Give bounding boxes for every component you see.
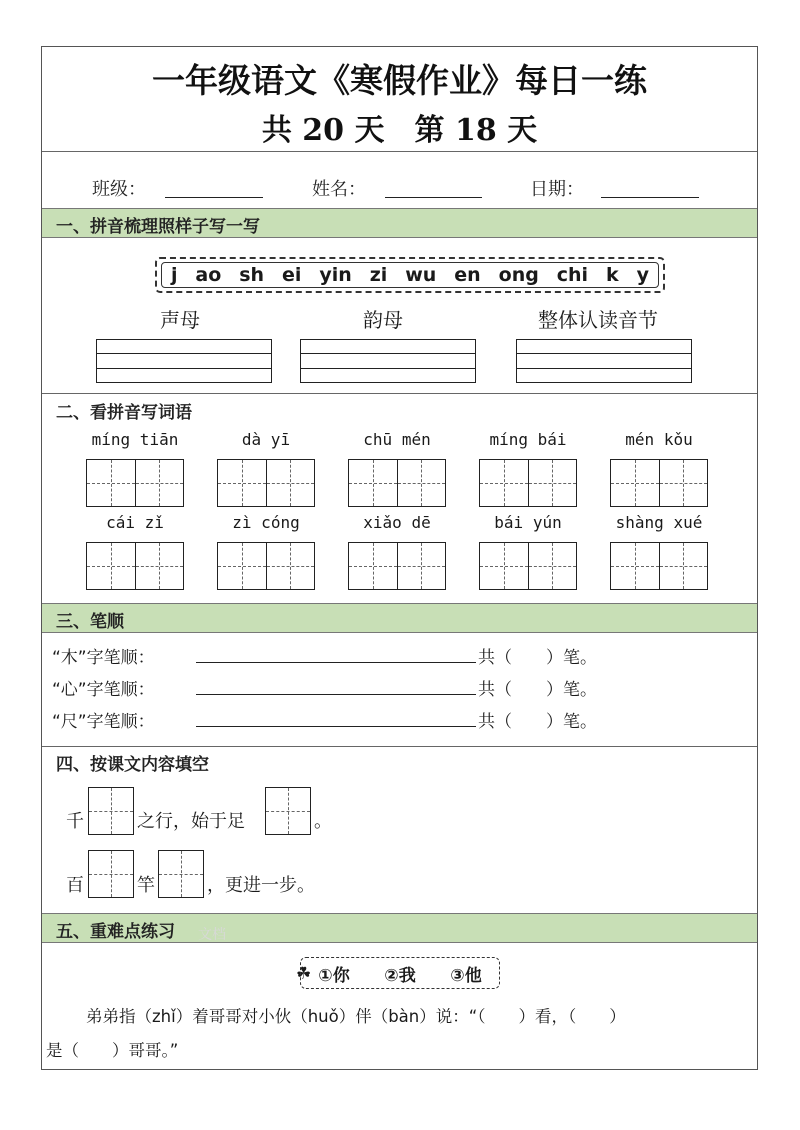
name-field[interactable]	[385, 197, 482, 198]
idiom-text: 之行，始于足	[137, 811, 245, 832]
writing-lines-yunmu[interactable]	[300, 339, 476, 383]
stroke-count: 共（ ）笔。	[478, 680, 597, 700]
stroke-order-field[interactable]	[196, 726, 476, 727]
category-label: 整体认读音节	[538, 308, 658, 332]
stroke-label: “木”字笔顺：	[52, 648, 155, 668]
pinyin-item: en	[454, 264, 481, 286]
category-label: 声母	[160, 308, 200, 332]
pinyin-word: xiǎo dē	[363, 513, 431, 532]
tianzige-box[interactable]	[86, 459, 184, 507]
tianzige-box[interactable]	[348, 542, 446, 590]
options-box	[300, 957, 500, 989]
class-label: 班级：	[92, 179, 146, 200]
pinyin-box	[155, 257, 665, 293]
option-2: ②我	[384, 965, 416, 986]
tianzige-box[interactable]	[610, 459, 708, 507]
char-box[interactable]	[88, 787, 134, 835]
pinyin-word: míng bái	[489, 430, 567, 449]
pinyin-word: chū mén	[363, 430, 431, 449]
idiom-text: ，更进一步。	[207, 875, 315, 896]
watermark: 文档	[198, 927, 226, 943]
section-5-title: 五、重难点练习	[56, 922, 175, 942]
pinyin-item: sh	[239, 264, 265, 286]
date-field[interactable]	[601, 197, 699, 198]
char-box[interactable]	[88, 850, 134, 898]
name-label: 姓名：	[312, 179, 366, 200]
class-field[interactable]	[165, 197, 263, 198]
pinyin-item: ong	[498, 264, 539, 286]
stroke-label: “尺”字笔顺：	[52, 712, 155, 732]
tianzige-box[interactable]	[348, 459, 446, 507]
stroke-order-field[interactable]	[196, 694, 476, 695]
char-box[interactable]	[265, 787, 311, 835]
section-2-title: 二、看拼音写词语	[56, 403, 192, 423]
tianzige-box[interactable]	[479, 542, 577, 590]
pinyin-word: míng tiān	[91, 430, 179, 449]
tianzige-box[interactable]	[217, 542, 315, 590]
tianzige-box[interactable]	[610, 542, 708, 590]
page-subtitle: 共 20 天 第 18 天	[261, 113, 538, 148]
stroke-order-field[interactable]	[196, 662, 476, 663]
worksheet	[41, 46, 758, 1070]
pinyin-item: ei	[282, 264, 302, 286]
pinyin-item: k	[606, 264, 619, 286]
pinyin-word: cái zǐ	[106, 513, 164, 532]
pinyin-item: yin	[319, 264, 352, 286]
pinyin-word: bái yún	[494, 513, 562, 532]
tianzige-box[interactable]	[86, 542, 184, 590]
idiom-text: 百	[66, 875, 84, 896]
char-box[interactable]	[158, 850, 204, 898]
writing-lines-shengmu[interactable]	[96, 339, 272, 383]
category-label: 韵母	[363, 308, 403, 332]
option-1: ①你	[318, 965, 350, 986]
idiom-text: 。	[314, 811, 332, 832]
pinyin-item: zi	[369, 264, 388, 286]
exercise-sentence-1: 弟弟指（zhǐ）着哥哥对小伙（huǒ）伴（bàn）说：“（ ）看，（ ）	[86, 1007, 626, 1026]
tianzige-box[interactable]	[217, 459, 315, 507]
divider	[42, 746, 757, 747]
section-5-header	[42, 913, 757, 943]
idiom-text: 竿	[137, 875, 155, 896]
section-4-title: 四、按课文内容填空	[56, 755, 209, 775]
pinyin-item: wu	[405, 264, 437, 286]
section-3-title: 三、笔顺	[56, 612, 124, 632]
option-3: ③他	[450, 965, 482, 986]
stroke-label: “心”字笔顺：	[52, 680, 155, 700]
exercise-sentence-2: 是（ ）哥哥。”	[46, 1041, 179, 1060]
section-1-title: 一、拼音梳理照样子写一写	[56, 217, 260, 237]
divider	[42, 151, 757, 152]
stroke-count: 共（ ）笔。	[478, 712, 597, 732]
section-1-header	[42, 208, 757, 238]
writing-lines-zhengti[interactable]	[516, 339, 692, 383]
pinyin-word: zì cóng	[232, 513, 300, 532]
clover-icon: ☘	[296, 964, 312, 984]
pinyin-item: ao	[195, 264, 222, 286]
page-title: 一年级语文《寒假作业》每日一练	[152, 61, 647, 100]
stroke-count: 共（ ）笔。	[478, 648, 597, 668]
pinyin-word: mén kǒu	[625, 430, 693, 449]
tianzige-box[interactable]	[479, 459, 577, 507]
pinyin-word: dà yī	[241, 430, 291, 449]
date-label: 日期：	[530, 179, 584, 200]
pinyin-word: shàng xué	[615, 513, 703, 532]
pinyin-item: y	[636, 264, 649, 286]
divider	[42, 393, 757, 394]
section-3-header	[42, 603, 757, 633]
pinyin-item: j	[170, 264, 178, 286]
pinyin-item: chi	[556, 264, 589, 286]
idiom-text: 千	[66, 811, 84, 832]
